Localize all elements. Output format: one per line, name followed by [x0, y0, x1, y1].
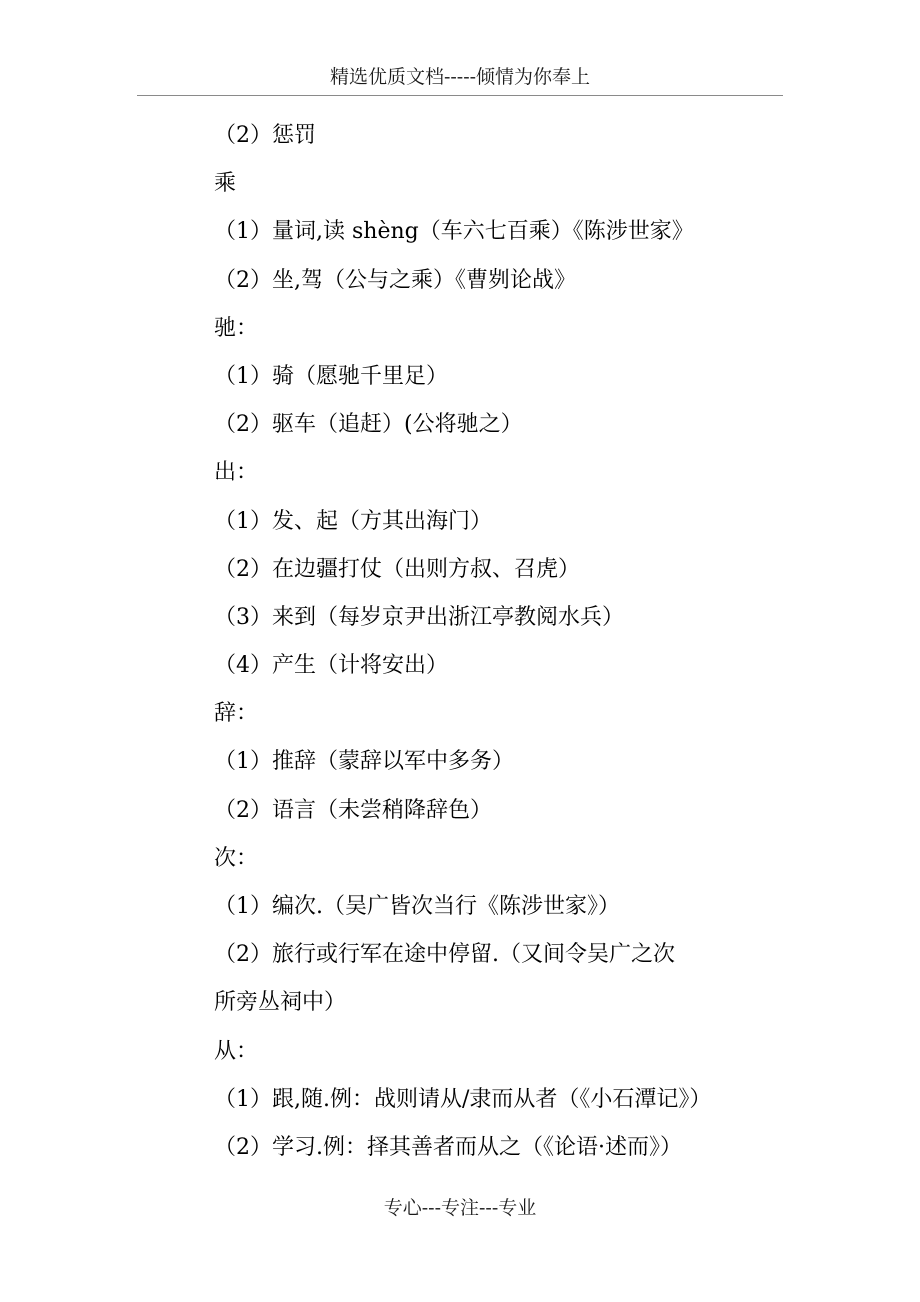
headword: 辞： — [214, 701, 259, 727]
sub-entry: （2）学习.例：择其善者而从之（《论语·述而》） — [214, 1134, 682, 1160]
sub-entry: （3）来到（每岁京尹出浙江亭教阅水兵） — [214, 604, 624, 630]
sub-entry: （1）推辞（蒙辞以军中多务） — [214, 749, 514, 775]
sub-entry-continuation: 所旁丛祠中） — [214, 990, 347, 1016]
sub-entry: （1）编次.（吴广皆次当行《陈涉世家》） — [214, 894, 620, 919]
headword: 次： — [214, 845, 259, 871]
sub-entry: （2）旅行或行军在途中停留.（又间令吴广之次 — [214, 942, 675, 968]
document-body — [214, 112, 794, 1172]
sub-entry: （2）驱车（追赶）(公将驰之） — [214, 412, 523, 438]
sub-entry: （2）惩罚 — [214, 123, 316, 148]
sub-entry: （2）坐,驾（公与之乘）《曹刿论战》 — [214, 267, 576, 293]
sub-entry: （4）产生（计将安出） — [214, 653, 448, 679]
headword: 乘 — [214, 171, 237, 197]
sub-entry: （1）发、起（方其出海门） — [214, 508, 492, 534]
sub-entry: （2）在边疆打仗（出则方叔、召虎） — [214, 556, 580, 582]
headword: 出： — [214, 460, 259, 486]
sub-entry: （1）跟,随.例：战则请从/隶而从者（《小石潭记》） — [214, 1086, 712, 1112]
headword: 驰： — [214, 315, 259, 341]
sub-entry: （1）量词,读 shèng（车六七百乘）《陈涉世家》 — [214, 219, 694, 245]
sub-entry: （2）语言（未尝稍降辞色） — [214, 797, 492, 823]
sub-entry: （1）骑（愿驰千里足） — [214, 363, 448, 389]
header-divider — [137, 95, 783, 96]
page-header: 精选优质文档-----倾情为你奉上 — [329, 66, 591, 88]
headword: 从： — [214, 1038, 259, 1064]
page-footer: 专心---专注---专业 — [383, 1197, 537, 1219]
